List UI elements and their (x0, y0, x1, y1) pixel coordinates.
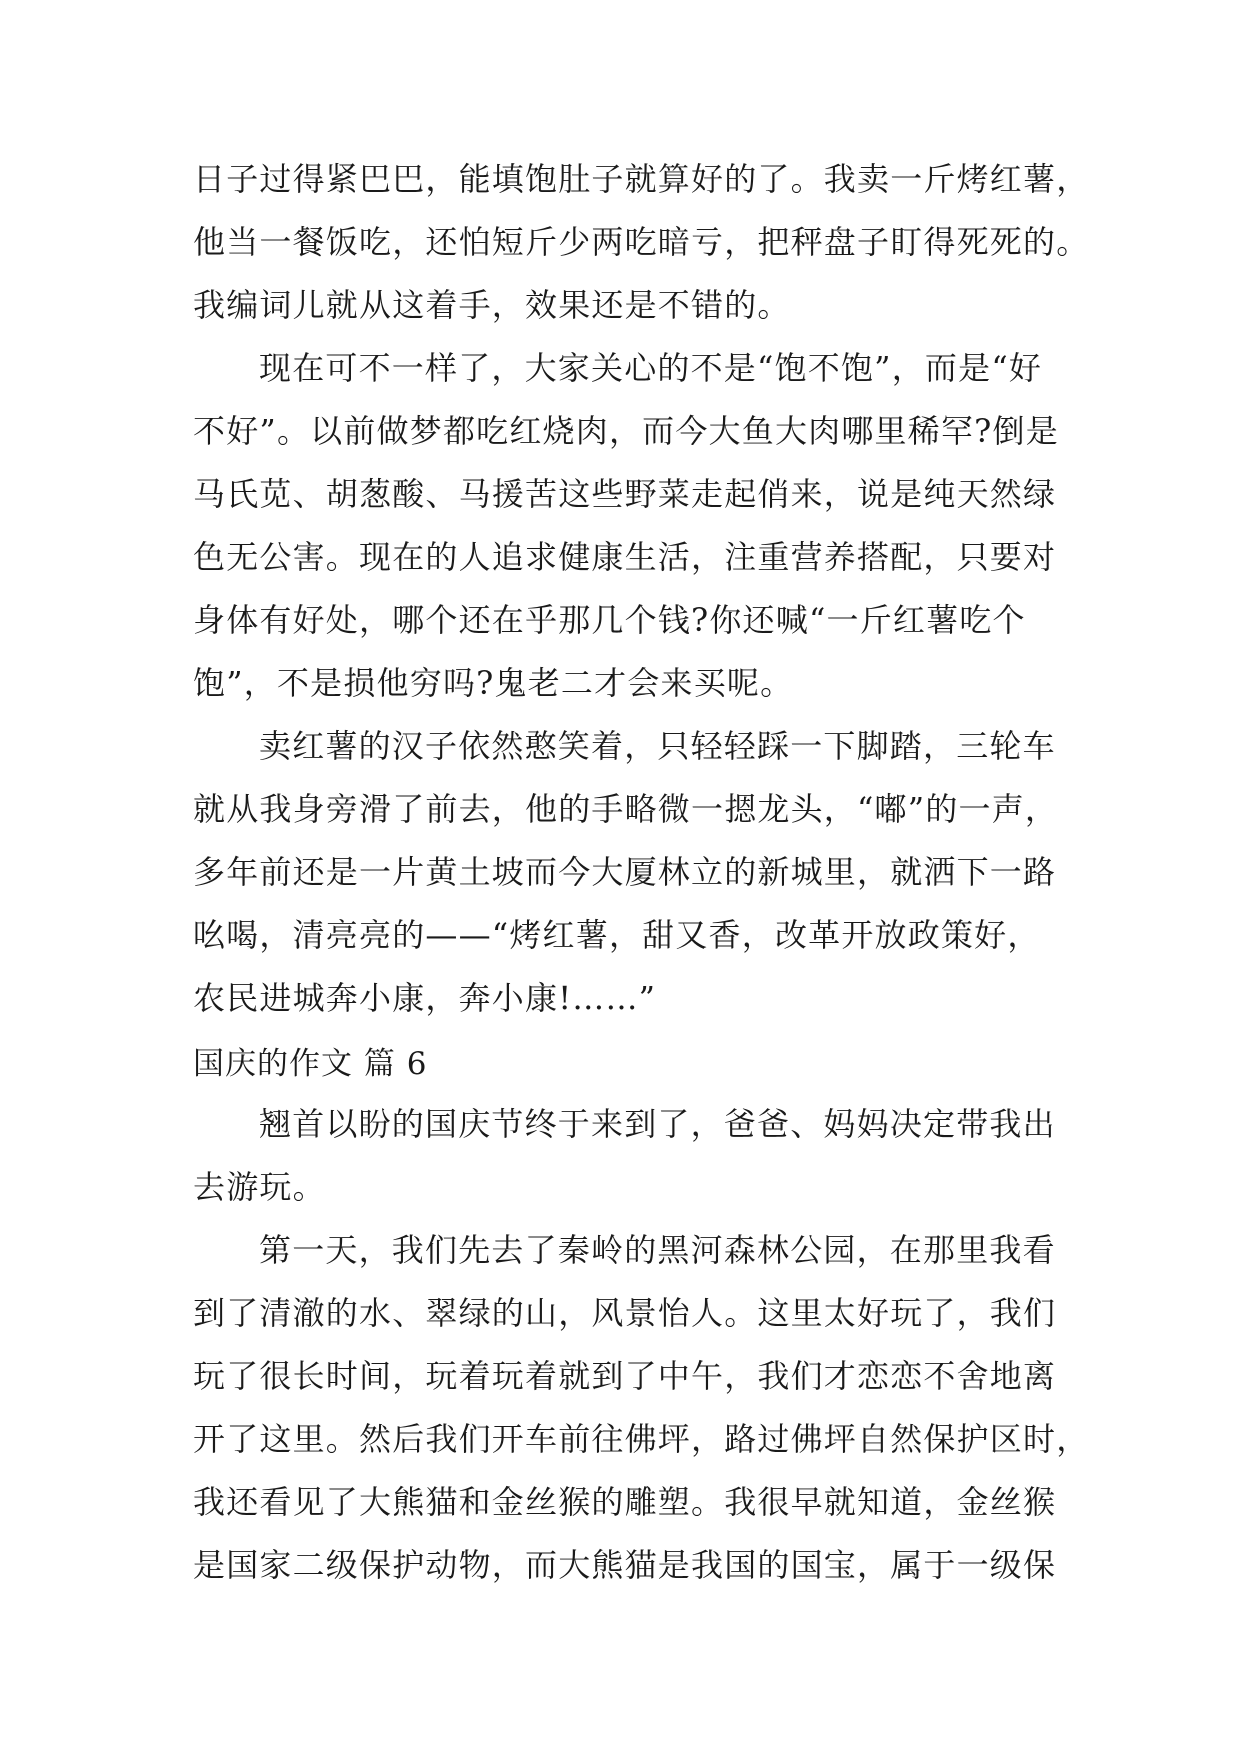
paragraph-prev-2 (193, 337, 1059, 715)
text-line: 开了这里。然后我们开车前往佛坪，路过佛坪自然保护区时， (193, 1420, 1090, 1458)
text-line: 玩了很长时间，玩着玩着就到了中午，我们才恋恋不舍地离 (193, 1357, 1057, 1395)
text-line: 现在可不一样了，大家关心的不是“饱不饱”，而是“好 (259, 349, 1043, 387)
text-line: 去游玩。 (193, 1168, 326, 1206)
paragraph-prev-3 (193, 715, 1059, 1030)
text-line: 农民进城奔小康，奔小康!……” (193, 979, 657, 1017)
text-line: 到了清澈的水、翠绿的山，风景怡人。这里太好玩了，我们 (193, 1294, 1057, 1332)
text-line: 马氏苋、胡葱酸、马援苦这些野菜走起俏来，说是纯天然绿 (193, 475, 1057, 513)
text-line: 不好”。以前做梦都吃红烧肉，而今大鱼大肉哪里稀罕?倒是 (193, 412, 1059, 450)
text-line: 我还看见了大熊猫和金丝猴的雕塑。我很早就知道，金丝猴 (193, 1483, 1057, 1521)
text-line: 身体有好处，哪个还在乎那几个钱?你还喊“一斤红薯吃个 (193, 601, 1026, 639)
text-line: 第一天，我们先去了秦岭的黑河森林公园，在那里我看 (259, 1231, 1056, 1269)
text-line: 是国家二级保护动物，而大熊猫是我国的国宝，属于一级保 (193, 1546, 1057, 1584)
text-line: 卖红薯的汉子依然憨笑着，只轻轻踩一下脚踏，三轮车 (259, 727, 1056, 765)
text-line: 色无公害。现在的人追求健康生活，注重营养搭配，只要对 (193, 538, 1057, 576)
text-line: 饱”，不是损他穷吗?鬼老二才会来买呢。 (193, 664, 794, 702)
text-line: 就从我身旁滑了前去，他的手略微一摁龙头，“嘟”的一声， (193, 790, 1059, 828)
paragraph-next-2 (193, 1219, 1090, 1597)
text-line: 他当一餐饭吃，还怕短斤少两吃暗亏，把秤盘子盯得死死的。 (193, 223, 1090, 261)
section-heading: 国庆的作文 篇 6 (193, 1046, 428, 1082)
text-line: 日子过得紧巴巴，能填饱肚子就算好的了。我卖一斤烤红薯， (193, 160, 1090, 198)
paragraph-prev-1 (193, 148, 1090, 337)
text-line: 吆喝，清亮亮的——“烤红薯，甜又香，改革开放政策好， (193, 916, 1041, 954)
text-line: 翘首以盼的国庆节终于来到了，爸爸、妈妈决定带我出 (259, 1105, 1056, 1143)
paragraph-next-1 (193, 1093, 1056, 1219)
text-line: 多年前还是一片黄土坡而今大厦林立的新城里，就洒下一路 (193, 853, 1057, 891)
text-line: 我编词儿就从这着手，效果还是不错的。 (193, 286, 791, 324)
